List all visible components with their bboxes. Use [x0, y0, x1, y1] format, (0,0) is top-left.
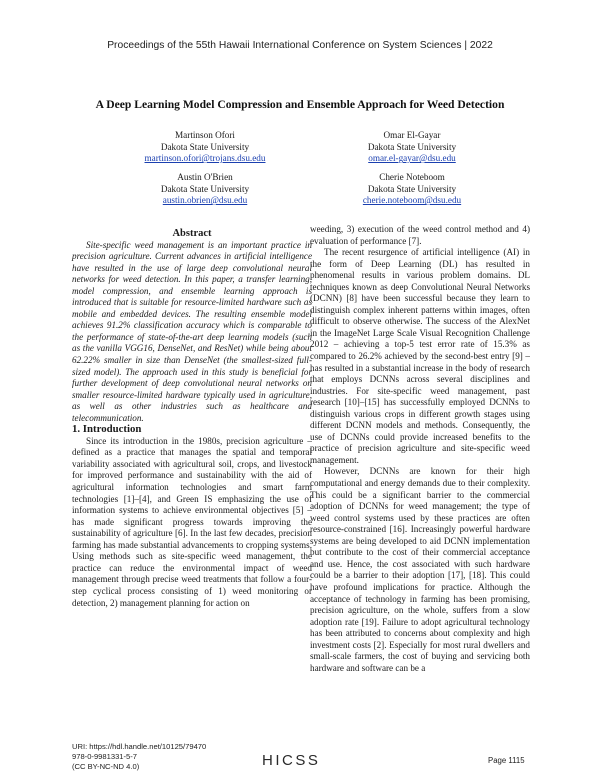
- author-email-link[interactable]: martinson.ofori@trojans.dsu.edu: [144, 153, 266, 164]
- author-block: [105, 130, 305, 165]
- paper-title: A Deep Learning Model Compression and Ensemble Approach for Weed Detection: [95, 98, 505, 111]
- author-name: Martinson Ofori: [175, 130, 235, 140]
- author-block: [312, 172, 512, 207]
- author-block: [105, 172, 305, 207]
- body-paragraph: weeding, 3) execution of the weed control method and 4) evaluation of performance [7].: [310, 224, 530, 246]
- section-heading-introduction: 1. Introduction: [72, 423, 142, 436]
- author-affiliation: Dakota State University: [160, 141, 250, 152]
- author-affiliation: Dakota State University: [367, 141, 457, 152]
- footer-info: [72, 742, 206, 771]
- footer-uri-link[interactable]: URI: https://hdl.handle.net/10125/79470: [72, 742, 207, 751]
- proceedings-header: Proceedings of the 55th Hawaii International Conference on System Sciences | 2022: [107, 40, 493, 51]
- author-email-link[interactable]: austin.obrien@dsu.edu: [162, 195, 248, 206]
- footer-isbn: 978-0-9981331-5-7: [72, 751, 138, 761]
- author-name: Austin O'Brien: [177, 172, 233, 182]
- right-column: [310, 224, 530, 674]
- footer-license: (CC BY-NC-ND 4.0): [72, 761, 140, 771]
- body-paragraph: However, DCNNs are known for their high computational and energy demands due to their complexity. This could be a significant barrier to the commercial adoption of DCNNs for weed management; the type of weed control systems used by these practices are often resource-constrained [16]. Increasingly powerful hardware systems are being developed to aid DCNN implementation but contribute to the cost of their commercial acceptance and use. Hence, the cost associated with such hardware could be a barrier to their adoption [17], [18]. This could have profound implications for practice. Although the acceptance of technology in farming has been promising, precision agriculture, on the whole, suffers from a slow adoption rate [19]. Failure to adopt agricultural technology has been attributed to concerns about complexity and high investment costs [2]. Especially for most rural dwellers and small-scale farmers, the cost of buying and servicing both hardware and software can be a: [310, 466, 530, 673]
- hicss-logo: HICSS: [262, 752, 321, 769]
- author-block: [312, 130, 512, 165]
- abstract-heading: Abstract: [172, 228, 212, 239]
- left-column: [72, 228, 312, 609]
- author-name: Cherie Noteboom: [379, 172, 445, 182]
- author-affiliation: Dakota State University: [160, 183, 250, 194]
- body-paragraph: Since its introduction in the 1980s, precision agriculture – defined as a practice that manages the spatial and temporal variability associated with agricultural soil, crops, and livestock for improved performance and sustainability with the aid of agricultural information technologies and smart farm technologies [1]–[4], and Green IS emphasizing the use of information systems to achieve environmental objectives [5] – has made significant progress towards improving the sustainability of agriculture [6]. In the last few decades, precision farming has made substantial advancements to cropping systems. Using methods such as site-specific weed management, the practice can reduce the environmental impact of weed management through precise weed treatments that follow a four-step cyclical process consisting of 1) weed monitoring or detection, 2) management planning for action on: [72, 435, 312, 608]
- author-email-link[interactable]: cherie.noteboom@dsu.edu: [362, 195, 462, 206]
- abstract-text: Site-specific weed management is an important practice in precision agriculture. Current advances in artificial intelligence have resulted in the use of large deep convolutional neural networks for weed detection. In this paper, a transfer learning, model compression, and ensemble learning approach is introduced that is suitable for resource-limited hardware such as mobile and embedded devices. The resulting ensemble model achieves 91.2% classification accuracy which is comparable to the performance of state-of-the-art deep learning models (such as the vanilla VGG16, DenseNet, and ResNet) while being about 62.22% smaller in size than DenseNet (the smallest-sized full-sized model). The approach used in this study is beneficial for further development of deep convolutional neural networks on smaller resource-limited hardware typically used in agriculture, as well as other industries such as healthcare and telecommunication.: [72, 239, 312, 423]
- author-affiliation: Dakota State University: [367, 183, 457, 194]
- page-number: Page 1115: [488, 756, 525, 765]
- author-name: Omar El-Gayar: [383, 130, 441, 140]
- body-paragraph: The recent resurgence of artificial intelligence (AI) in the form of Deep Learning (DL) has resulted in phenomenal results in various problem domains. DL techniques known as deep Convolutional Neural Networks (DCNN) [8] have been successful because they learn to distinguish complex inherent patterns within images, often difficult to observe otherwise. The success of the AlexNet in the ImageNet Large Scale Visual Recognition Challenge 2012 – achieving a top-5 test error rate of 15.3% as compared to 26.2% achieved by the second-best entry [9] –has resulted in a substantial increase in the body of research that employs DCNNs across several disciplines and industries. For site-specific weed management, past research [10]–[15] has successfully employed DCNNs to distinguish various crops in different growth stages using different DCNN models and methods. Consequently, the use of DCNNs could provide increased benefits to the practice of precision agriculture and site-specific weed management.: [310, 247, 530, 465]
- author-email-link[interactable]: omar.el-gayar@dsu.edu: [368, 153, 456, 164]
